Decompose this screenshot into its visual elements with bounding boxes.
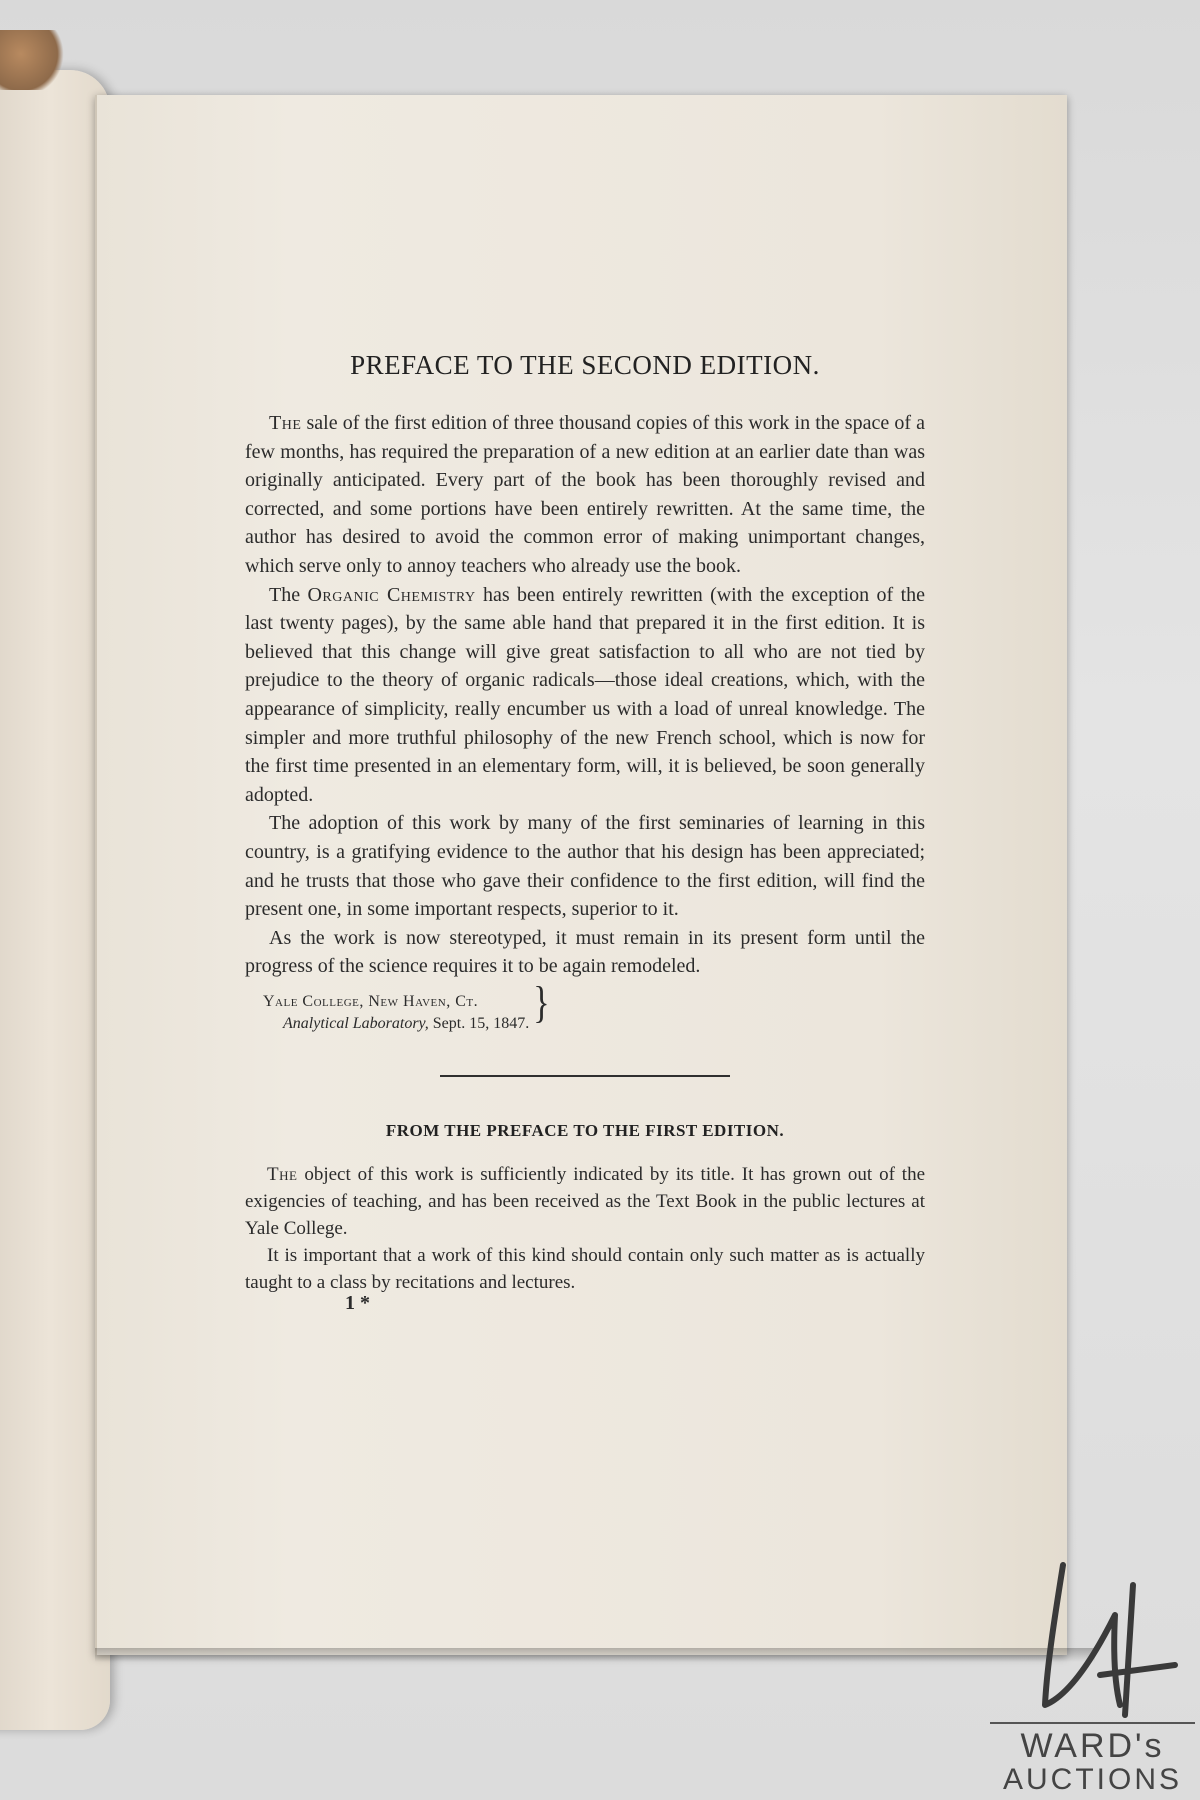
signature-block xyxy=(263,979,925,1035)
paragraph-lead: The xyxy=(269,412,302,434)
signature-line-2 xyxy=(283,1013,529,1035)
signature-line-1: Yale College, New Haven, Ct. xyxy=(263,992,479,1010)
signature-mark: 1 * xyxy=(345,1291,370,1314)
paragraph-smallcaps: Organic Chemistry xyxy=(307,583,476,606)
logo-name: WARD's xyxy=(1020,1727,1165,1765)
paragraph-text: has been entirely rewritten (with the exception of the last twenty pages), by the same able hand that prepared it in the first edition. It is believed that this change will give great satisfaction to all who are not tied by prejudice to the theory of organic radicals—those ideal creations, which, with the appearance of simplicity, really encumber us with a load of unreal knowledge. The simpler and more truthful philosophy of the new French school, which is now for the first time presented in an elementary form, will, it is believed, be soon generally adopted. xyxy=(245,583,925,806)
paragraph-text: sale of the first edition of three thousand copies of this work in the space of a few months, has required the preparation of a new edition at an earlier date than was originally anticipated. Every part of the book has been thoroughly revised and corrected, and some portions have been entirely rewritten. At the same time, the author has desired to avoid the common error of making unimportant changes, which serve only to annoy teachers who already use the book. xyxy=(245,412,925,577)
paragraph: The adoption of this work by many of the first seminaries of learning in this country, is a gratifying evidence to the author that his design has been appreciated; and he trusts that those who gave their confidence to the first edition, will find the present one, in some important respects, superior to it. xyxy=(245,812,925,921)
wa-monogram-icon xyxy=(985,1555,1200,1725)
page-title: PREFACE TO THE SECOND EDITION. xyxy=(350,350,820,380)
logo-subtitle: AUCTIONS xyxy=(1002,1763,1182,1796)
page-shadow xyxy=(95,1648,1095,1662)
left-page-stack xyxy=(0,70,110,1730)
signature-date: Sept. 15, 1847. xyxy=(428,1014,530,1032)
paragraph: It is important that a work of this kind should contain only such matter as is actually taught to a class by recitations and lectures. xyxy=(245,1244,925,1293)
wards-auctions-logo xyxy=(985,1555,1200,1800)
signature-lab: Analytical Laboratory, xyxy=(283,1014,429,1032)
paragraph-pre: The xyxy=(269,583,308,606)
paragraph xyxy=(245,581,925,810)
book-spine-edge xyxy=(0,30,70,90)
section-subtitle: FROM THE PREFACE TO THE FIRST EDITION. xyxy=(385,1120,785,1140)
paragraph xyxy=(245,409,925,581)
paragraph-text: object of this work is sufficiently indicated by its title. It has grown out of the exigencies of teaching, and has been received as the Text Book in the public lectures at Yale College. xyxy=(245,1163,925,1239)
paragraph: As the work is now stereotyped, it must remain in its present form until the progress of the science requires it to be again remodeled. xyxy=(245,926,925,978)
paragraph-lead: The xyxy=(267,1163,298,1185)
signature-brace: } xyxy=(533,979,550,1028)
section-divider xyxy=(440,1075,730,1077)
page-content xyxy=(245,350,925,1315)
paragraph xyxy=(245,1161,925,1242)
